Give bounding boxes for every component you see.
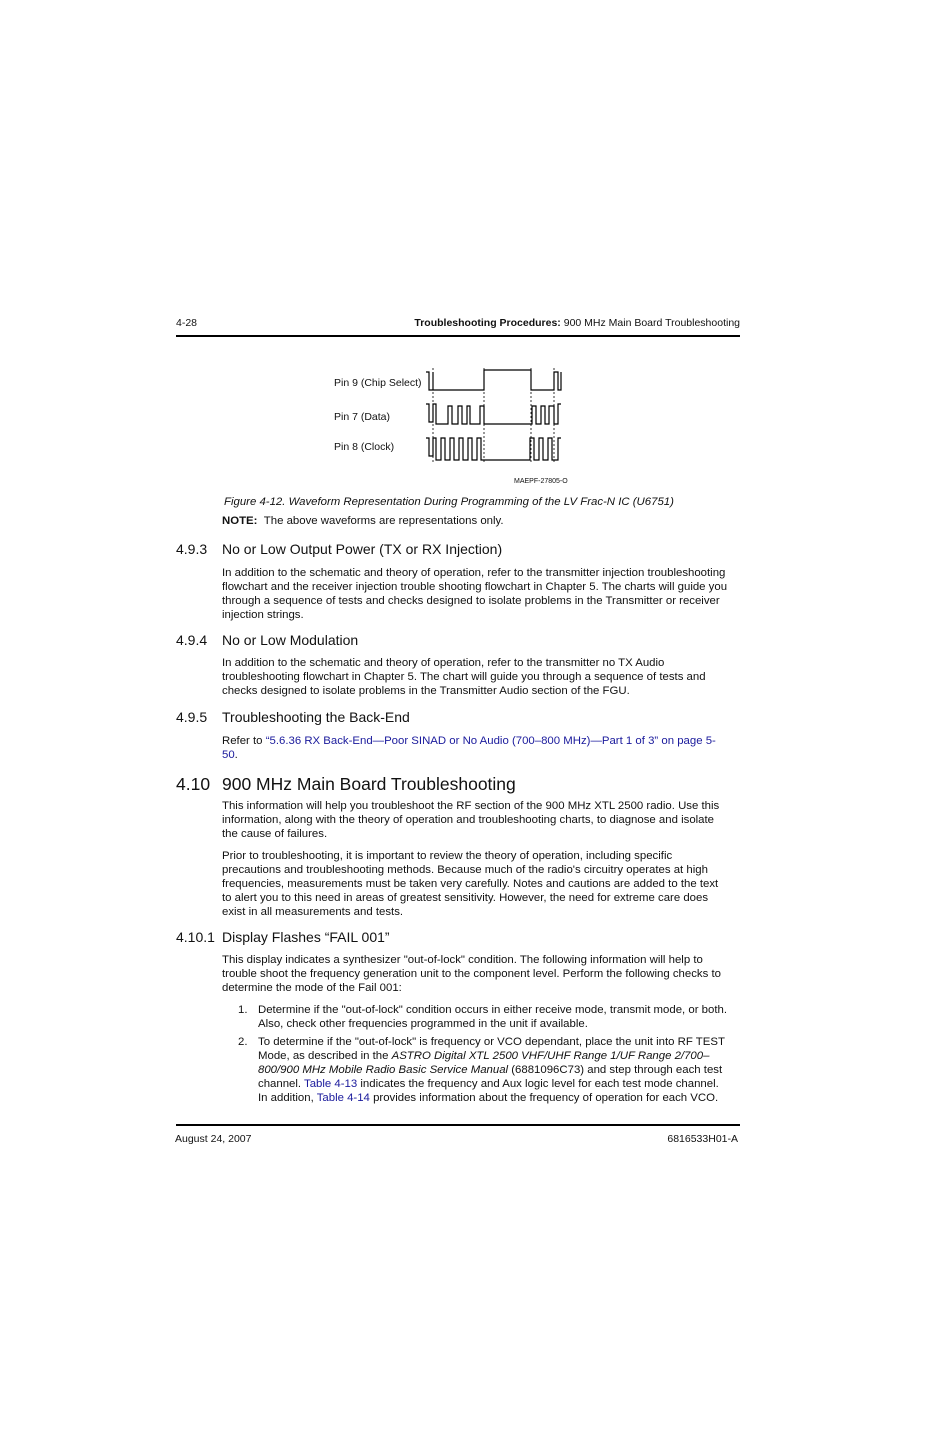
list-text bbox=[258, 1035, 738, 1105]
refer-tail: . bbox=[234, 749, 238, 761]
paragraph-4-9-4 bbox=[222, 656, 738, 698]
heading-number: 4.10 bbox=[176, 774, 211, 794]
running-header-rest: 900 MHz Main Board Troubleshooting bbox=[560, 317, 740, 329]
cross-reference-link[interactable]: “5.6.36 RX Back-End—Poor SINAD or No Audio (700–800 MHz)—Part 1 of 3” on page 5- bbox=[265, 735, 716, 747]
cross-reference-link-cont[interactable]: 50 bbox=[222, 749, 235, 761]
paragraph-4-10-b bbox=[222, 849, 738, 919]
heading-title: 900 MHz Main Board Troubleshooting bbox=[222, 774, 516, 794]
note-label: NOTE: bbox=[222, 515, 258, 527]
heading-title: Display Flashes “FAIL 001” bbox=[222, 929, 390, 945]
text-line: checks designed to isolate problems in the Transmitter Audio section of the FGU. bbox=[222, 685, 630, 697]
text-line: injection strings. bbox=[222, 609, 304, 621]
text-line: In addition to the schematic and theory of operation, refer to the transmitter no TX Audio bbox=[222, 657, 665, 669]
text-line: Prior to troubleshooting, it is important to review the theory of operation, including specific bbox=[222, 850, 673, 862]
heading-4-10 bbox=[176, 774, 516, 795]
text-segment: In addition, bbox=[258, 1092, 317, 1104]
text-line: information, along with the theory of operation and troubleshooting charts, to diagnose and isolate bbox=[222, 814, 715, 826]
text-line: flowchart and the receiver injection trouble shooting flowchart in Chapter 5. The charts will guide you bbox=[222, 581, 728, 593]
text-line: determine the mode of the Fail 001: bbox=[222, 982, 402, 994]
manual-title: ASTRO Digital XTL 2500 VHF/UHF Range 1/UF Range 2/700– bbox=[391, 1050, 710, 1062]
text-line: In addition to the schematic and theory of operation, refer to the transmitter injection troubleshooting bbox=[222, 567, 726, 579]
list-number: 2. bbox=[238, 1036, 248, 1048]
waveform-diagram bbox=[424, 366, 569, 466]
heading-number: 4.9.3 bbox=[176, 541, 208, 557]
text-segment: (6881096C73) and step through each test bbox=[508, 1064, 723, 1076]
paragraph-4-9-5 bbox=[222, 734, 738, 762]
figure-code: MAEPF-27805-O bbox=[514, 478, 568, 485]
heading-number: 4.10.1 bbox=[176, 929, 215, 945]
text-segment: channel. bbox=[258, 1078, 305, 1090]
refer-text: Refer to bbox=[222, 735, 266, 747]
page-number: 4-28 bbox=[176, 317, 198, 329]
footer-rule bbox=[176, 1124, 740, 1126]
text-segment: indicates the frequency and Aux logic level for each test mode channel. bbox=[357, 1078, 719, 1090]
table-4-13-link[interactable]: Table 4-13 bbox=[304, 1078, 358, 1090]
list-number: 1. bbox=[238, 1004, 248, 1016]
text-line: To determine if the "out-of-lock" is frequency or VCO dependant, place the unit into RF TEST bbox=[258, 1036, 725, 1048]
heading-title: No or Low Modulation bbox=[222, 632, 359, 648]
text-line: Also, check other frequencies programmed in the unit if available. bbox=[258, 1018, 588, 1030]
signal-label-clock: Pin 8 (Clock) bbox=[334, 441, 395, 453]
heading-title: No or Low Output Power (TX or RX Injection) bbox=[222, 541, 503, 557]
text-line: frequencies, measurements must be taken very carefully. Notes and cautions are added to the text bbox=[222, 878, 719, 890]
text-line: trouble shoot the frequency generation unit to the component level. Perform the following checks to bbox=[222, 968, 721, 980]
figure-caption: Figure 4-12. Waveform Representation During Programming of the LV Frac-N IC (U6751) bbox=[224, 496, 674, 508]
heading-4-9-4 bbox=[176, 632, 358, 648]
list-text bbox=[258, 1003, 738, 1031]
data-waveform bbox=[426, 404, 561, 424]
heading-4-9-3 bbox=[176, 541, 502, 557]
paragraph-4-9-3 bbox=[222, 566, 738, 622]
running-header bbox=[414, 317, 740, 329]
text-line: exist in all measurements and tests. bbox=[222, 906, 404, 918]
text-segment: Mode, as described in the bbox=[258, 1050, 392, 1062]
text-line: Determine if the "out-of-lock" condition occurs in either receive mode, transmit mode, or both. bbox=[258, 1004, 727, 1016]
paragraph-4-10-1 bbox=[222, 953, 738, 995]
clock-waveform bbox=[426, 438, 561, 460]
text-segment: provides information about the frequency of operation for each VCO. bbox=[369, 1092, 719, 1104]
heading-number: 4.9.4 bbox=[176, 632, 208, 648]
text-line: through a sequence of tests and checks designed to isolate problems in the Transmitter or receiver bbox=[222, 595, 720, 607]
header-rule bbox=[176, 335, 740, 337]
chip-select-waveform bbox=[426, 370, 561, 390]
table-4-14-link[interactable]: Table 4-14 bbox=[316, 1092, 370, 1104]
list-item-1 bbox=[238, 1003, 738, 1031]
text-line: precautions and troubleshooting methods. Because much of the radio's circuitry operates at high bbox=[222, 864, 708, 876]
signal-label-data: Pin 7 (Data) bbox=[334, 411, 391, 423]
footer-date: August 24, 2007 bbox=[175, 1133, 252, 1145]
heading-4-10-1 bbox=[176, 929, 390, 945]
running-header-bold: Troubleshooting Procedures: bbox=[414, 317, 561, 329]
text-line: to alert you to this need in areas of greatest sensitivity. However, the need for extreme care does bbox=[222, 892, 709, 904]
note-text: The above waveforms are representations only. bbox=[263, 515, 504, 527]
manual-title-cont: 800/900 MHz Mobile Radio Basic Service Manual bbox=[258, 1064, 509, 1076]
heading-number: 4.9.5 bbox=[176, 709, 208, 725]
text-line: This display indicates a synthesizer "out-of-lock" condition. The following information will help to bbox=[222, 954, 703, 966]
heading-4-9-5 bbox=[176, 709, 410, 725]
footer-doc-number: 6816533H01-A bbox=[667, 1133, 738, 1145]
heading-title: Troubleshooting the Back-End bbox=[222, 709, 410, 725]
note bbox=[222, 515, 504, 527]
signal-label-chip-select: Pin 9 (Chip Select) bbox=[334, 377, 422, 389]
text-line: the cause of failures. bbox=[222, 828, 328, 840]
list-item-2 bbox=[238, 1035, 738, 1105]
text-line: troubleshooting flowchart in Chapter 5. The chart will guide you through a sequence of tests and bbox=[222, 671, 706, 683]
text-line: This information will help you troubleshoot the RF section of the 900 MHz XTL 2500 radio. Use this bbox=[222, 800, 720, 812]
paragraph-4-10-a bbox=[222, 799, 738, 841]
